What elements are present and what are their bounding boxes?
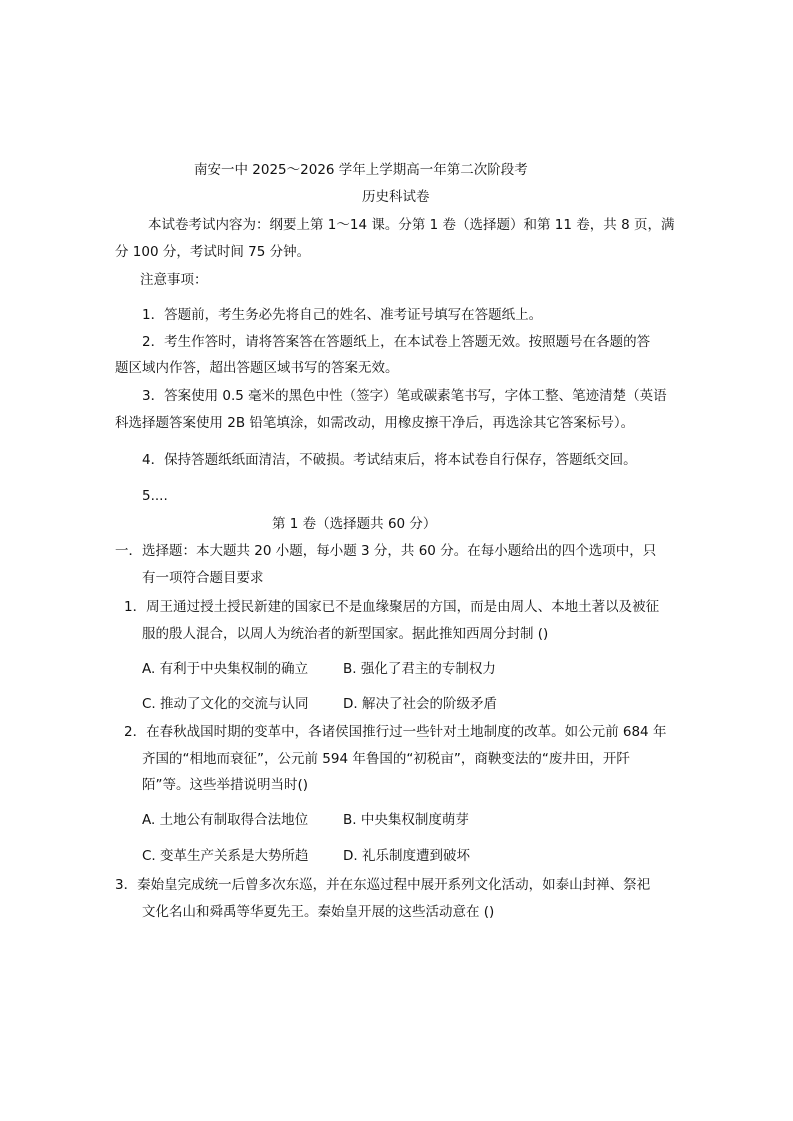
question-2-line-3: 陌”等。这些举措说明当时() xyxy=(142,777,309,793)
question-2-option-a: A. 土地公有制取得合法地位 xyxy=(142,812,309,828)
question-2-option-c: C. 变革生产关系是大势所趋 xyxy=(142,848,309,864)
notice-item-1: 1．答题前，考生务必先将自己的姓名、准考证号填写在答题纸上。 xyxy=(142,307,543,323)
question-2-line-2: 齐国的“相地而衰征”，公元前 594 年鲁国的“初税亩”，商鞅变法的“废井田，开阡 xyxy=(142,751,630,767)
question-1-option-a: A. 有利于中央集权制的确立 xyxy=(142,661,309,677)
notice-item-3: 3．答案使用 0.5 毫米的黑色中性（签字）笔或碳素笔书写，字体工整、笔迹清楚（英语 xyxy=(142,388,667,404)
question-3-line-1: 3．秦始皇完成统一后曾多次东巡，并在东巡过程中展开系列文化活动，如泰山封禅、祭祀 xyxy=(115,877,651,893)
question-2-option-d: D. 礼乐制度遭到破坏 xyxy=(343,848,470,864)
exam-title: 南安一中 2025～2026 学年上学期高一年第二次阶段考 xyxy=(194,162,528,178)
intro-line-2: 分 100 分，考试时间 75 分钟。 xyxy=(115,244,311,260)
question-1-option-c: C. 推动了文化的交流与认同 xyxy=(142,696,309,712)
question-1-line-1: 1．周王通过授土授民新建的国家已不是血缘聚居的方国，而是由周人、本地土著以及被征 xyxy=(124,599,660,615)
notice-item-2: 2．考生作答时，请将答案答在答题纸上，在本试卷上答题无效。按照题号在各题的答 xyxy=(142,334,651,350)
question-1-option-b: B. 强化了君主的专制权力 xyxy=(343,661,496,677)
notice-item-5: 5.... xyxy=(142,488,168,504)
notice-item-4: 4．保持答题纸纸面清洁，不破损。考试结束后，将本试卷自行保存，答题纸交回。 xyxy=(142,452,637,468)
notice-heading: 注意事项： xyxy=(140,272,208,288)
notice-item-2-cont: 题区域内作答，超出答题区域书写的答案无效。 xyxy=(115,360,399,376)
question-3-line-2: 文化名山和舜禹等华夏先王。秦始皇开展的这些活动意在 () xyxy=(142,904,495,920)
question-2-option-b: B. 中央集权制度萌芽 xyxy=(343,812,469,828)
section-instructions-line-1: 一．选择题：本大题共 20 小题，每小题 3 分，共 60 分。在每小题给出的四个选项中，只 xyxy=(115,543,657,559)
notice-item-3-cont: 科选择题答案使用 2B 铅笔填涂，如需改动，用橡皮擦干净后，再选涂其它答案标号）。 xyxy=(115,415,635,431)
question-1-option-d: D. 解决了社会的阶级矛盾 xyxy=(343,696,497,712)
intro-line-1: 本试卷考试内容为：纲要上第 1～14 课。分第 1 卷（选择题）和第 11 卷，共 8 页，满 xyxy=(148,217,675,233)
exam-subtitle: 历史科试卷 xyxy=(362,189,430,205)
question-2-line-1: 2．在春秋战国时期的变革中，各诸侯国推行过一些针对土地制度的改革。如公元前 684 年 xyxy=(124,724,667,740)
section-heading: 第 1 卷（选择题共 60 分） xyxy=(272,516,437,532)
question-1-line-2: 服的殷人混合，以周人为统治者的新型国家。据此推知西周分封制 () xyxy=(142,626,549,642)
section-instructions-line-2: 有一项符合题目要求 xyxy=(142,570,264,586)
